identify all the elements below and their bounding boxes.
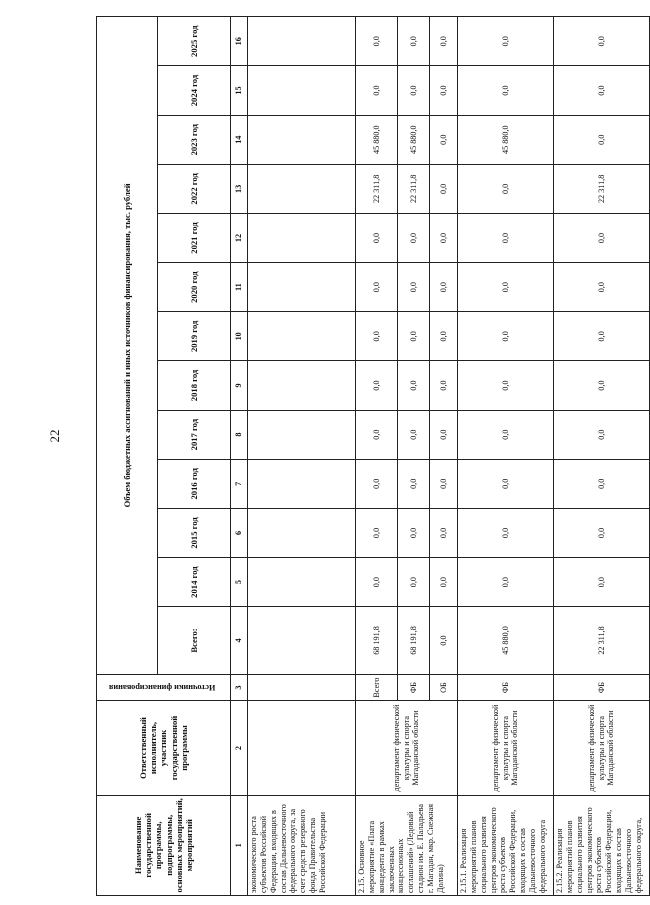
column-index-row: [231, 17, 248, 896]
year-value-cell: [248, 312, 356, 361]
column-index-cell: 16: [231, 17, 248, 66]
year-value-cell: 0,0: [458, 459, 554, 508]
year-value-cell: 0,0: [430, 312, 458, 361]
year-value-cell: 0,0: [356, 410, 398, 459]
column-index-cell: 15: [231, 66, 248, 115]
table-row: [248, 17, 356, 896]
responsible-cell: [248, 701, 356, 795]
year-value-cell: 0,0: [430, 558, 458, 607]
column-index-cell: 2: [231, 701, 248, 795]
header-year: 2014 год: [158, 558, 231, 607]
year-value-cell: 0,0: [430, 213, 458, 262]
year-value-cell: 0,0: [554, 312, 650, 361]
year-value-cell: [248, 213, 356, 262]
year-value-cell: 0,0: [458, 213, 554, 262]
page-number: 22: [47, 429, 62, 443]
year-value-cell: 0,0: [356, 508, 398, 557]
year-value-cell: 0,0: [458, 66, 554, 115]
total-value-cell: [248, 607, 356, 675]
header-year: 2018 год: [158, 361, 231, 410]
year-value-cell: [248, 115, 356, 164]
source-cell: ФБ: [554, 674, 650, 701]
budget-table: [96, 16, 650, 896]
source-cell: ОБ: [430, 674, 458, 701]
total-value-cell: 45 880,0: [458, 607, 554, 675]
header-year: 2017 год: [158, 410, 231, 459]
year-value-cell: 0,0: [398, 459, 430, 508]
column-index-cell: 10: [231, 312, 248, 361]
header-total: Всего:: [158, 607, 231, 675]
responsible-cell: департамент физической культуры и спорта Магаданской области: [356, 701, 458, 795]
year-value-cell: 0,0: [554, 263, 650, 312]
year-value-cell: [248, 508, 356, 557]
year-value-cell: 22 311,8: [554, 164, 650, 213]
year-value-cell: 0,0: [430, 115, 458, 164]
header-year: 2016 год: [158, 459, 231, 508]
budget-table-sheet: [96, 16, 643, 896]
column-index-cell: 8: [231, 410, 248, 459]
year-value-cell: [248, 263, 356, 312]
year-value-cell: 0,0: [356, 361, 398, 410]
column-index-cell: 4: [231, 607, 248, 675]
year-value-cell: [248, 459, 356, 508]
year-value-cell: 0,0: [430, 164, 458, 213]
year-value-cell: 0,0: [458, 164, 554, 213]
header-year: 2019 год: [158, 312, 231, 361]
year-value-cell: 0,0: [430, 410, 458, 459]
year-value-cell: 0,0: [554, 459, 650, 508]
year-value-cell: 0,0: [398, 17, 430, 66]
header-year: 2015 год: [158, 508, 231, 557]
year-value-cell: 22 311,8: [356, 164, 398, 213]
year-value-cell: 0,0: [398, 66, 430, 115]
column-index-cell: 12: [231, 213, 248, 262]
year-value-cell: 0,0: [554, 66, 650, 115]
year-value-cell: 0,0: [458, 508, 554, 557]
year-value-cell: 0,0: [356, 558, 398, 607]
program-name-cell: экономического роста субъектов Российской Федерации, входящих в состав Дальневосточного федерального округа, за счет средств резервного фонда Правительства Российской Федерации: [248, 795, 356, 895]
source-cell: [248, 674, 356, 701]
year-value-cell: [248, 164, 356, 213]
total-value-cell: 0,0: [430, 607, 458, 675]
responsible-cell: департамент физической культуры и спорта Магаданской области: [554, 701, 650, 795]
year-value-cell: [248, 361, 356, 410]
year-value-cell: 0,0: [554, 410, 650, 459]
header-year: 2024 год: [158, 66, 231, 115]
year-value-cell: 0,0: [356, 263, 398, 312]
year-value-cell: 45 880,0: [356, 115, 398, 164]
header-name: Наименование государственной программы, подпрограммы, основных мероприятий, мероприятий: [97, 795, 231, 895]
table-row: [554, 17, 650, 896]
year-value-cell: [248, 17, 356, 66]
year-value-cell: 0,0: [458, 312, 554, 361]
year-value-cell: 0,0: [458, 410, 554, 459]
header-volume: Объем бюджетных ассигнований и иных источников финансирования, тыс. рублей: [97, 17, 158, 675]
year-value-cell: 0,0: [554, 361, 650, 410]
header-source: Источники финансирования: [97, 674, 231, 701]
year-value-cell: 0,0: [458, 263, 554, 312]
total-value-cell: 22 311,8: [554, 607, 650, 675]
header-year: 2022 год: [158, 164, 231, 213]
year-value-cell: 22 311,8: [398, 164, 430, 213]
column-index-cell: 6: [231, 508, 248, 557]
source-cell: Всего: [356, 674, 398, 701]
year-value-cell: 45 880,0: [458, 115, 554, 164]
year-value-cell: 0,0: [554, 115, 650, 164]
year-value-cell: 0,0: [430, 361, 458, 410]
total-value-cell: 68 191,8: [356, 607, 398, 675]
responsible-cell: департамент физической культуры и спорта Магаданской области: [458, 701, 554, 795]
program-name-cell: 2.15.1. Реализация мероприятий планов социального развития центров экономического роста субъектов Российской Федерации, входящих в состав Дальневосточного федерального округа: [458, 795, 554, 895]
table-row: [458, 17, 554, 896]
column-index-cell: 1: [231, 795, 248, 895]
header-year: 2023 год: [158, 115, 231, 164]
total-value-cell: 68 191,8: [398, 607, 430, 675]
year-value-cell: 0,0: [430, 459, 458, 508]
year-value-cell: [248, 558, 356, 607]
table-row: [356, 17, 398, 896]
year-value-cell: 0,0: [398, 263, 430, 312]
year-value-cell: 0,0: [458, 17, 554, 66]
year-value-cell: 0,0: [398, 508, 430, 557]
year-value-cell: 45 880,0: [398, 115, 430, 164]
year-value-cell: 0,0: [356, 312, 398, 361]
year-value-cell: 0,0: [356, 459, 398, 508]
year-value-cell: 0,0: [356, 66, 398, 115]
year-value-cell: 0,0: [430, 17, 458, 66]
year-value-cell: 0,0: [430, 508, 458, 557]
header-year: 2025 год: [158, 17, 231, 66]
header-responsible: Ответственный исполнитель, участник государственной программы: [97, 701, 231, 795]
year-value-cell: 0,0: [554, 508, 650, 557]
year-value-cell: 0,0: [398, 410, 430, 459]
table-body: [248, 17, 650, 896]
column-index-cell: 14: [231, 115, 248, 164]
header-year: 2020 год: [158, 263, 231, 312]
column-index-cell: 9: [231, 361, 248, 410]
program-name-cell: 2.15.2. Реализация мероприятий планов социального развития центров экономического роста субъектов Российской Федерации, входящих в состав Дальневосточного федерального округа,: [554, 795, 650, 895]
year-value-cell: 0,0: [554, 213, 650, 262]
column-index-cell: 3: [231, 674, 248, 701]
year-value-cell: 0,0: [554, 558, 650, 607]
year-value-cell: 0,0: [398, 558, 430, 607]
year-value-cell: 0,0: [430, 66, 458, 115]
year-value-cell: 0,0: [356, 17, 398, 66]
year-value-cell: [248, 410, 356, 459]
column-index-cell: 11: [231, 263, 248, 312]
column-index-cell: 5: [231, 558, 248, 607]
year-value-cell: 0,0: [458, 361, 554, 410]
year-value-cell: 0,0: [398, 312, 430, 361]
year-value-cell: 0,0: [398, 213, 430, 262]
year-value-cell: 0,0: [458, 558, 554, 607]
year-value-cell: 0,0: [430, 263, 458, 312]
source-cell: ФБ: [458, 674, 554, 701]
year-value-cell: 0,0: [356, 213, 398, 262]
year-value-cell: 0,0: [398, 361, 430, 410]
column-index-cell: 7: [231, 459, 248, 508]
header-year: 2021 год: [158, 213, 231, 262]
program-name-cell: 2.15. Основное мероприятие «Плата концедента в рамках заключенных концессионных соглашений» (Ледовый стадион им. Е. Паладьева г. Магадан, мкр. Снежная Долина): [356, 795, 458, 895]
source-cell: ФБ: [398, 674, 430, 701]
year-value-cell: 0,0: [554, 17, 650, 66]
year-value-cell: [248, 66, 356, 115]
column-index-cell: 13: [231, 164, 248, 213]
